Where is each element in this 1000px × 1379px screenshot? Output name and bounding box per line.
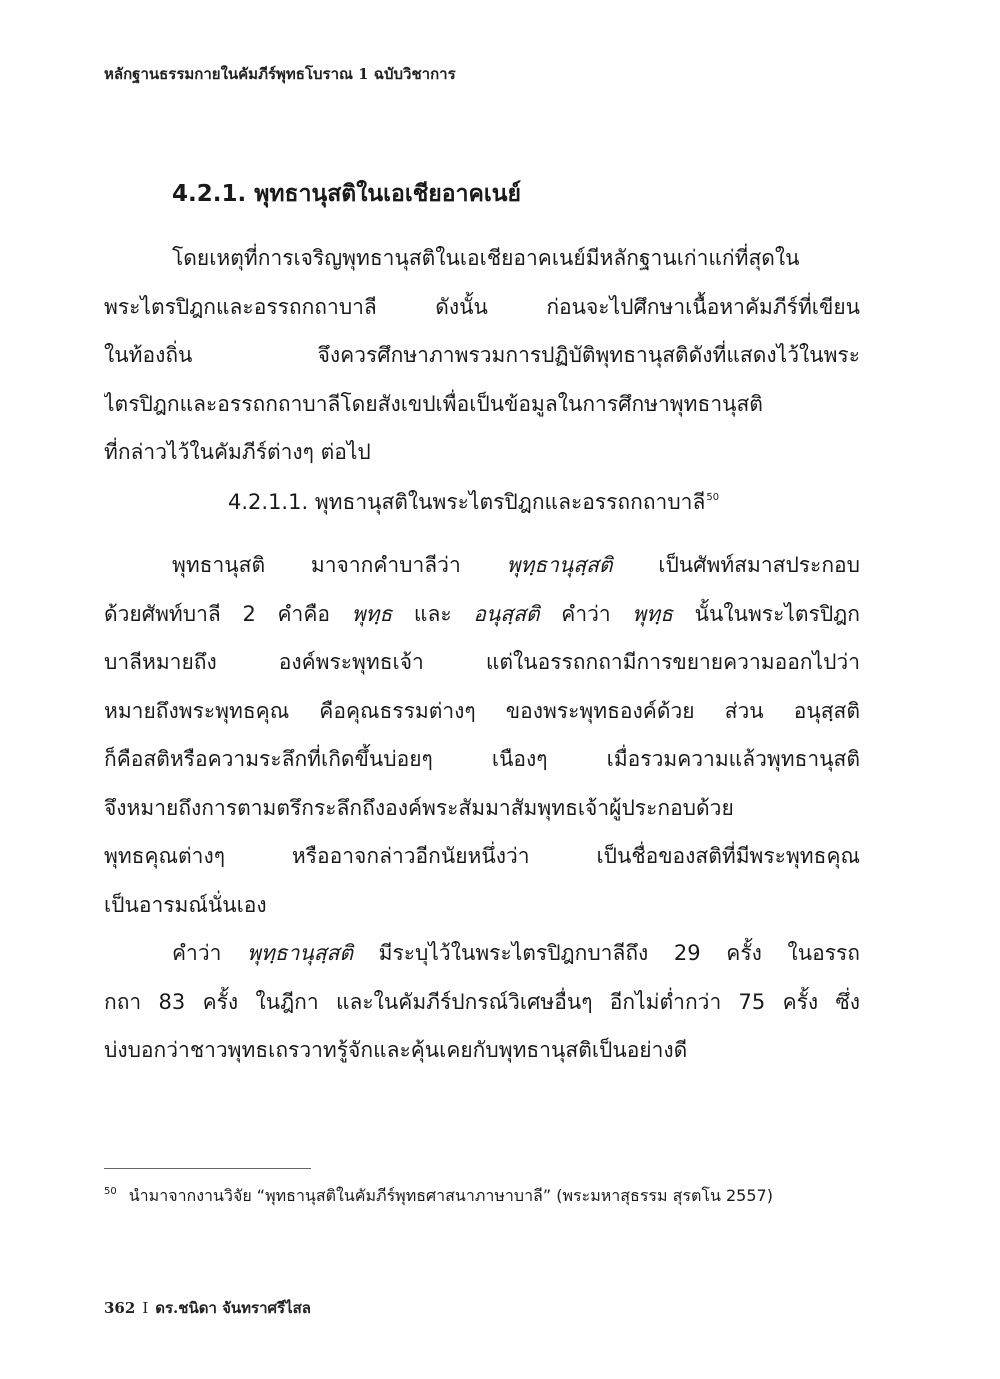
footnote-divider <box>104 1168 311 1169</box>
paragraph-3 <box>104 929 860 1075</box>
author-name: ดร.ชนิดา จันทราศรีไสล <box>155 1299 311 1317</box>
paragraph-line: บ่งบอกว่าชาวพุทธเถรวาทรู้จักและคุ้นเคยกับพุทธานุสติเป็นอย่างดี <box>104 1038 688 1062</box>
text-run: นั้นในพระไตรปิฎก <box>672 601 860 626</box>
footnote-reference: 50 <box>706 492 720 503</box>
pali-term: พุทฺธ <box>351 601 393 626</box>
running-header-title: หลักฐานธรรมกายในคัมภีร์พุทธโบราณ 1 ฉบับวิชาการ <box>104 65 456 83</box>
text-run: พุทธานุสติ มาจากคำบาลีว่า <box>172 553 507 577</box>
paragraph-line: กถา 83 ครั้ง ในฎีกา และในคัมภีร์ปกรณ์วิเศษอื่นๆ อีกไม่ต่ำกว่า 75 ครั้ง ซึ่ง <box>104 989 860 1014</box>
paragraph-line <box>104 590 860 639</box>
paragraph-line: ก็คือสติหรือความระลึกที่เกิดขึ้นบ่อยๆ เนืองๆ เมื่อรวมความแล้วพุทธานุสติ <box>104 747 860 771</box>
text-run: และ <box>392 601 474 626</box>
subsection-heading <box>228 486 719 519</box>
paragraph-line <box>104 541 860 590</box>
paragraph-line: ในท้องถิ่น จึงควรศึกษาภาพรวมการปฏิบัติพุทธานุสติดังที่แสดงไว้ในพระ <box>104 343 860 367</box>
paragraph-line: พระไตรปิฎกและอรรถกถาบาลี ดังนั้น ก่อนจะไปศึกษาเนื้อหาคัมภีร์ที่เขียน <box>104 294 860 319</box>
footnote-number: 50 <box>104 1186 117 1197</box>
paragraph-line: ไตรปิฎกและอรรถกถาบาลีโดยสังเขปเพื่อเป็นข้อมูลในการศึกษาพุทธานุสติ <box>104 391 763 416</box>
paragraph-line: เป็นอารมณ์นั่นเอง <box>104 892 267 917</box>
subsection-heading-text: 4.2.1.1. พุทธานุสติในพระไตรปิฎกและอรรถกถาบาลี <box>228 490 706 514</box>
paragraph-line: หมายถึงพระพุทธคุณ คือคุณธรรมต่างๆ ของพระพุทธองค์ด้วย ส่วน อนุสฺสติ <box>104 698 860 723</box>
text-run: มีระบุไว้ในพระไตรปิฎกบาลีถึง 29 ครั้ง ในอรรถ <box>353 941 860 965</box>
text-run: คำว่า <box>172 941 248 965</box>
text-run: เป็นศัพท์สมาสประกอบ <box>612 553 860 577</box>
pali-term: พุทฺธานุสฺสติ <box>247 941 353 965</box>
pali-term: พุทฺธ <box>632 601 673 626</box>
paragraph-line <box>104 929 860 978</box>
paragraph-1 <box>104 234 860 477</box>
page-footer <box>104 1296 311 1320</box>
paragraph-line: โดยเหตุที่การเจริญพุทธานุสติในเอเชียอาคเนย์มีหลักฐานเก่าแก่ที่สุดใน <box>172 246 800 270</box>
paragraph-2 <box>104 541 860 929</box>
pali-term: พุทฺธานุสฺสติ <box>506 553 613 577</box>
paragraph-line: พุทธคุณต่างๆ หรืออาจกล่าวอีกนัยหนึ่งว่า เป็นชื่อของสติที่มีพระพุทธคุณ <box>104 844 860 868</box>
paragraph-line: จึงหมายถึงการตามตรึกระลึกถึงองค์พระสัมมาสัมพุทธเจ้าผู้ประกอบด้วย <box>104 795 734 820</box>
text-run: คำว่า <box>539 601 633 626</box>
footnote-text: นำมาจากงานวิจัย “พุทธานุสติในคัมภีร์พุทธศาสนาภาษาบาลี” (พระมหาสุธรรม สุรตโน 2557) <box>128 1186 773 1205</box>
paragraph-line: บาลีหมายถึง องค์พระพุทธเจ้า แต่ในอรรถกถามีการขยายความออกไปว่า <box>104 650 860 674</box>
pali-term: อนุสฺสติ <box>473 601 540 626</box>
paragraph-line: ที่กล่าวไว้ในคัมภีร์ต่างๆ ต่อไป <box>104 440 371 464</box>
footer-separator: I <box>142 1299 149 1317</box>
footnote <box>104 1184 773 1209</box>
text-run: ด้วยศัพท์บาลี 2 คำคือ <box>104 601 352 626</box>
section-heading: 4.2.1. พุทธานุสติในเอเชียอาคเนย์ <box>172 181 521 207</box>
page-number: 362 <box>104 1299 136 1317</box>
